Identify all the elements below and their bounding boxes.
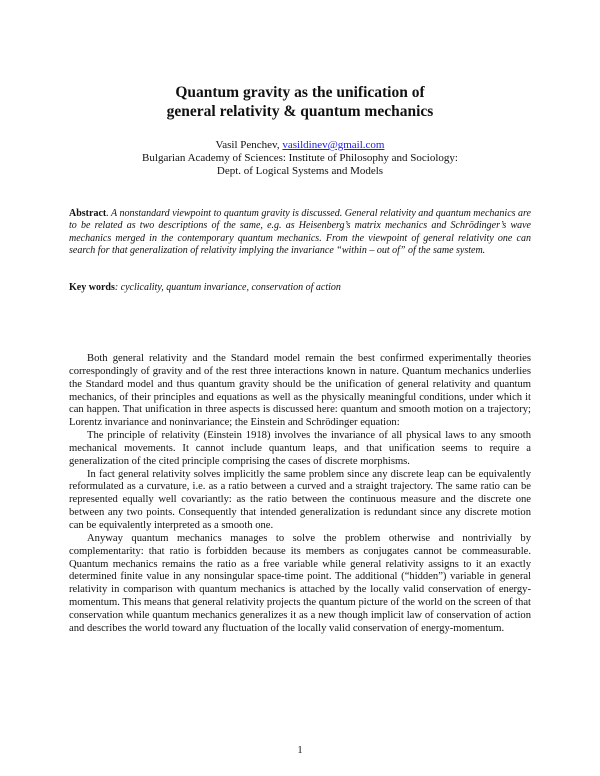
body-paragraph: In fact general relativity solves implicitly the same problem since any discrete leap can be equivalently reformulated as a curvature, i.e. as a ratio between a curved and a straight trajectory. The same ratio can be represented equally well covariantly: as the ratio between the continuous measure and the discrete one between any two points. Consequently that intended generalization is redundant since any discrete motion can be equivalently interpreted as a smooth one. (69, 468, 531, 531)
body-paragraph: The principle of relativity (Einstein 1918) involves the invariance of all physical laws to any smooth mechanical movements. It cannot include quantum leaps, and that unification seems to require a generalization of the cited principle comprising the cases of discrete morphisms. (69, 430, 531, 467)
affiliation-line-2: Dept. of Logical Systems and Models (216, 165, 384, 177)
paper-title-line-1: Quantum gravity as the unification of (175, 84, 425, 101)
keywords (69, 282, 531, 294)
author-email-link[interactable]: vasildinev@gmail.com (282, 139, 385, 151)
affiliation-line-1: Bulgarian Academy of Sciences: Institute of Philosophy and Sociology: (142, 152, 458, 164)
abstract-label: Abstract (69, 208, 107, 219)
body-paragraph: Anyway quantum mechanics manages to solve the problem otherwise and nontrivially by complementarity: that ratio is forbidden because its members as conjugates cannot be commeasurable. Quantum mechanics remains the ratio as a free variable while general relativity assigns to it an exactly determined finite value in any nonsingular space-time point. The additional (“hidden”) variable in general relativity in comparison with quantum mechanics is attached by the locally valid conservation of energy-momentum. This means that general relativity projects the quantum picture of the world on the screen of that conservation while quantum mechanics generalizes it as a new though implicit law of conservation of action and describes the world toward any fluctuation of the locally valid conservation of energy-momentum. (69, 532, 531, 634)
abstract (69, 208, 531, 257)
body-paragraph: Both general relativity and the Standard model remain the best confirmed experimentally theories correspondingly of gravity and of the rest three interactions known in nature. Quantum mechanics underlies the Standard model and thus quantum gravity should be the unification of general relativity and quantum mechanics, of their principles and equations as well as the physically meaningful conditions, under which it can happen. That unification in three aspects is discussed here: quantum and smooth motion on a trajectory; Lorentz invariance and noninvariance; the Einstein and Schrödinger equation: (69, 353, 531, 429)
body-text (69, 353, 531, 636)
paper-title-line-2: general relativity & quantum mechanics (166, 103, 434, 120)
page-number: 1 (297, 745, 303, 756)
keywords-label: Key words (69, 282, 115, 293)
author-line (0, 139, 600, 152)
abstract-text: . A nonstandard viewpoint to quantum gravity is discussed. General relativity and quantum mechanics are to be related as two descriptions of the same, e.g. as Heisenberg’s matrix mechanics and Schrödinger’s wave mechanics merged in the contemporary quantum mechanics. From the viewpoint of general relativity one can search for that generalization of relativity implying the invariance “within – out of” of the same system. (69, 208, 531, 256)
author-name: Vasil Penchev, (215, 139, 283, 151)
keywords-text: : cyclicality, quantum invariance, conservation of action (114, 282, 341, 293)
